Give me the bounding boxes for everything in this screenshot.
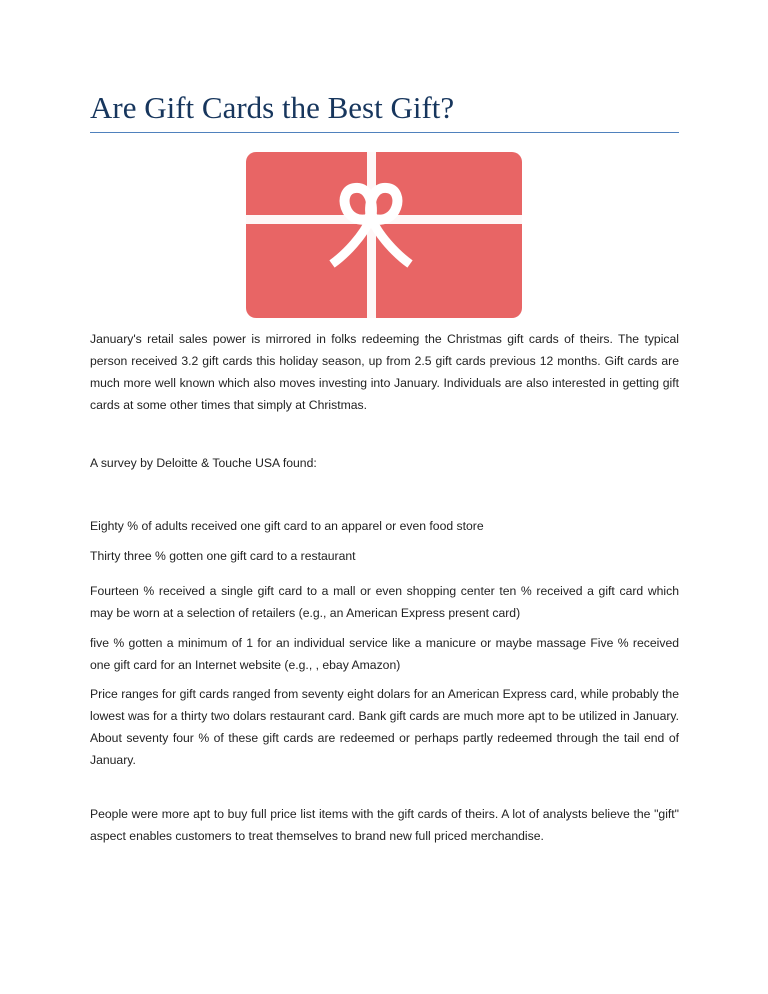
paragraph-mall: Fourteen % received a single gift card to a mall or even shopping center ten % received a gift card which may be worn at a selection of retailers (e.g., an American Express present card) <box>90 584 679 620</box>
page-title: Are Gift Cards the Best Gift? <box>90 90 455 125</box>
gift-card-icon <box>246 152 522 318</box>
title-underline <box>90 132 679 133</box>
gift-card-image <box>246 152 522 318</box>
paragraph-service: five % gotten a minimum of 1 for an individual service like a manicure or maybe massage Five % received one gift card for an Internet website (e.g., , ebay Amazon) <box>90 636 679 672</box>
paragraph-apparel-food: Eighty % of adults received one gift card to an apparel or even food store <box>90 519 484 533</box>
paragraph-survey-intro: A survey by Deloitte & Touche USA found: <box>90 456 317 470</box>
paragraph-full-price: People were more apt to buy full price list items with the gift cards of theirs. A lot of analysts believe the "gift" aspect enables customers to treat themselves to brand new full priced merchandise. <box>90 807 679 843</box>
paragraph-price-ranges: Price ranges for gift cards ranged from seventy eight dolars for an American Express card, while probably the lowest was for a thirty two dolars restaurant card. Bank gift cards are much more apt to be utilized in January. About seventy four % of these gift cards are redeemed or perhaps partly redeemed through the tail end of January. <box>90 687 679 767</box>
paragraph-restaurant: Thirty three % gotten one gift card to a restaurant <box>90 549 356 563</box>
paragraph-intro: January's retail sales power is mirrored in folks redeeming the Christmas gift cards of theirs. The typical person received 3.2 gift cards this holiday season, up from 2.5 gift cards previous 12 months. Gift cards are much more well known which also moves investing into January. Individuals are also interested in getting gift cards at some other times that simply at Christmas. <box>90 332 679 412</box>
